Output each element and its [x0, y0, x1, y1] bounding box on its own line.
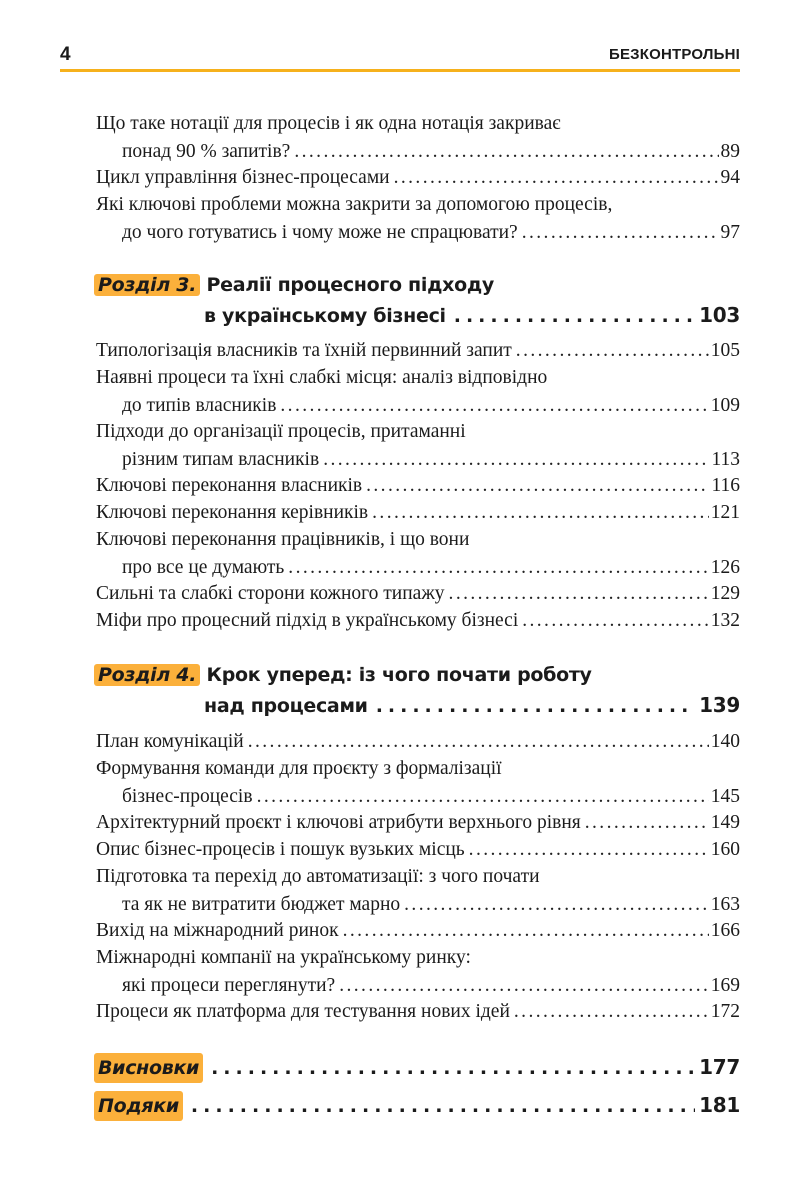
- entry-text: різним типам власників: [122, 449, 320, 470]
- entry-text: Вихід на міжнародний ринок: [96, 920, 339, 941]
- chapter-label: Розділ 3.: [94, 274, 200, 296]
- dot-leader: [449, 580, 709, 608]
- chapter-label: Розділ 4.: [94, 664, 200, 686]
- toc-entry[interactable]: [96, 755, 740, 811]
- dot-leader: [514, 998, 709, 1026]
- entry-text: Ключові переконання керівників: [96, 502, 369, 523]
- conclusions-label: Висновки: [94, 1053, 203, 1083]
- conclusions-heading[interactable]: [94, 1052, 740, 1082]
- entry-page: 163: [710, 894, 740, 915]
- entry-page: 145: [710, 786, 740, 807]
- entry-text: Міфи про процесний підхід в українському бізнесі: [96, 610, 519, 631]
- acknowledgements-label: Подяки: [94, 1091, 183, 1121]
- entry-text: про все це думають: [122, 557, 285, 578]
- entry-text: Наявні процеси та їхні слабкі місця: аналіз відповідно: [96, 367, 548, 388]
- chapter-title: над процесами: [204, 695, 368, 717]
- chapter-title: Реалії процесного підходу: [206, 274, 494, 296]
- toc-entry[interactable]: [96, 580, 740, 608]
- dot-leader: [454, 301, 695, 331]
- dot-leader: [280, 392, 708, 420]
- entry-text: до типів власників: [122, 395, 277, 416]
- dot-leader: [211, 1053, 695, 1083]
- entry-text: Типологізація власників та їхній первинний запит: [96, 340, 512, 361]
- toc-entry[interactable]: [96, 863, 740, 919]
- dot-leader: [343, 917, 709, 945]
- entry-text: Підходи до організації процесів, притаманні: [96, 421, 466, 442]
- entry-page: 94: [720, 167, 740, 188]
- toc-entry[interactable]: [96, 164, 740, 192]
- toc-entry[interactable]: [96, 526, 740, 582]
- chapter-title: в українському бізнесі: [204, 305, 446, 327]
- dot-leader: [469, 836, 709, 864]
- toc-entry[interactable]: [96, 728, 740, 756]
- dot-leader: [288, 554, 708, 582]
- entry-text: Цикл управління бізнес-процесами: [96, 167, 390, 188]
- entry-text: Сильні та слабкі сторони кожного типажу: [96, 583, 445, 604]
- running-title: БЕЗКОНТРОЛЬНІ: [608, 46, 740, 63]
- dot-leader: [366, 472, 709, 500]
- header-rule: [60, 69, 740, 72]
- entry-page: 109: [710, 395, 740, 416]
- entry-text: Формування команди для проєкту з формалізації: [96, 758, 502, 779]
- entry-text: які процеси переглянути?: [122, 975, 336, 996]
- entry-text: до чого готуватись і чому може не спрацювати?: [122, 222, 518, 243]
- page-number: 4: [60, 44, 71, 65]
- entry-text: бізнес-процесів: [122, 786, 253, 807]
- entry-text: та як не витратити бюджет марно: [122, 894, 401, 915]
- entry-page: 160: [710, 839, 740, 860]
- entry-text: Ключові переконання працівників, і що вони: [96, 529, 470, 550]
- toc-entry[interactable]: [96, 499, 740, 527]
- entry-page: 140: [710, 731, 740, 752]
- toc-entry[interactable]: [96, 809, 740, 837]
- entry-text: Що таке нотації для процесів і як одна нотація закриває: [96, 113, 561, 134]
- entry-page: 89: [720, 141, 740, 162]
- toc-entry[interactable]: [96, 944, 740, 1000]
- dot-leader: [191, 1091, 695, 1121]
- acknowledgements-page: 181: [699, 1093, 740, 1117]
- toc-entry[interactable]: [96, 917, 740, 945]
- entry-text: Міжнародні компанії на українському ринку:: [96, 947, 471, 968]
- dot-leader: [248, 728, 709, 756]
- page-header: [60, 44, 740, 70]
- toc-entry[interactable]: [96, 998, 740, 1026]
- entry-text: Процеси як платформа для тестування нових ідей: [96, 1001, 510, 1022]
- entry-text: Ключові переконання власників: [96, 475, 363, 496]
- entry-page: 129: [710, 583, 740, 604]
- chapter-title: Крок уперед: із чого почати роботу: [206, 664, 592, 686]
- entry-text: понад 90 % запитів?: [122, 141, 291, 162]
- entry-text: Опис бізнес-процесів і пошук вузьких місць: [96, 839, 465, 860]
- toc-entry[interactable]: [96, 607, 740, 635]
- entry-page: 121: [710, 502, 740, 523]
- entry-text: Підготовка та перехід до автоматизації: з чого почати: [96, 866, 540, 887]
- dot-leader: [376, 691, 695, 721]
- entry-page: 169: [710, 975, 740, 996]
- dot-leader: [372, 499, 709, 527]
- entry-text: Які ключові проблеми можна закрити за допомогою процесів,: [96, 194, 613, 215]
- dot-leader: [394, 164, 719, 192]
- toc-entry[interactable]: [96, 337, 740, 365]
- dot-leader: [516, 337, 709, 365]
- entry-page: 172: [710, 1001, 740, 1022]
- dot-leader: [339, 972, 709, 1000]
- entry-page: 149: [710, 812, 740, 833]
- toc-entry[interactable]: [96, 364, 740, 420]
- entry-text: План комунікацій: [96, 731, 244, 752]
- toc-entry[interactable]: [96, 418, 740, 474]
- acknowledgements-heading[interactable]: [94, 1090, 740, 1120]
- conclusions-page: 177: [699, 1055, 740, 1079]
- entry-page: 113: [711, 449, 740, 470]
- dot-leader: [585, 809, 709, 837]
- chapter-page: 139: [699, 693, 740, 717]
- toc-entry[interactable]: [96, 191, 740, 247]
- chapter-3-heading[interactable]: [94, 270, 740, 330]
- dot-leader: [257, 783, 709, 811]
- dot-leader: [404, 891, 709, 919]
- entry-page: 166: [710, 920, 740, 941]
- toc-entry[interactable]: [96, 110, 740, 166]
- entry-text: Архітектурний проєкт і ключові атрибути верхнього рівня: [96, 812, 581, 833]
- dot-leader: [294, 138, 718, 166]
- dot-leader: [323, 446, 709, 474]
- entry-page: 126: [710, 557, 740, 578]
- toc-entry[interactable]: [96, 472, 740, 500]
- toc-entry[interactable]: [96, 836, 740, 864]
- entry-page: 105: [710, 340, 740, 361]
- dot-leader: [522, 607, 709, 635]
- dot-leader: [522, 219, 719, 247]
- entry-page: 116: [711, 475, 740, 496]
- entry-page: 132: [710, 610, 740, 631]
- chapter-4-heading[interactable]: [94, 660, 740, 720]
- chapter-page: 103: [699, 303, 740, 327]
- entry-page: 97: [720, 222, 740, 243]
